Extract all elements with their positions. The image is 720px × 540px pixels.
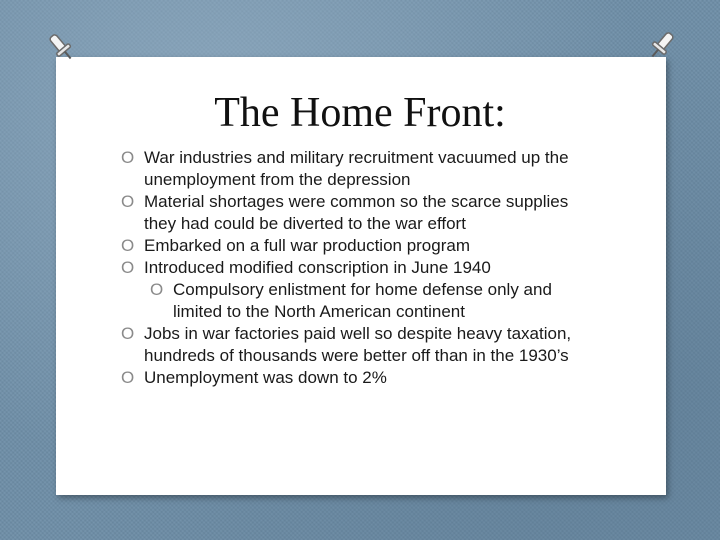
bullet-text: War industries and military recruitment vacuumed up the unemployment from the depression: [144, 148, 569, 189]
slide-title: The Home Front:: [214, 90, 506, 136]
pushpin-icon: [44, 30, 78, 64]
bullet-text: Introduced modified conscription in June 1940: [144, 258, 491, 277]
pushpin-icon: [645, 28, 679, 62]
bullet-marker: O: [150, 280, 164, 299]
bullet-item: [121, 191, 591, 235]
bullet-item: [121, 147, 591, 191]
bullet-list: [121, 147, 591, 389]
bullet-marker: O: [121, 192, 135, 211]
bullet-marker: O: [121, 368, 135, 387]
bullet-marker: O: [121, 258, 135, 277]
bullet-item: [121, 367, 591, 389]
bullet-item: [121, 257, 591, 279]
bullet-marker: O: [121, 148, 135, 167]
bullet-text: Embarked on a full war production program: [144, 236, 470, 255]
bullet-item: [121, 323, 591, 367]
bullet-text: Compulsory enlistment for home defense only and limited to the North American continent: [173, 280, 552, 321]
bullet-text: Jobs in war factories paid well so despite heavy taxation, hundreds of thousands were better off than in the 1930’s: [144, 324, 572, 365]
bullet-item: [121, 235, 591, 257]
bullet-marker: O: [121, 324, 135, 343]
sub-bullet-item: [121, 279, 591, 323]
bullet-text: Material shortages were common so the scarce supplies they had could be diverted to the war effort: [144, 192, 569, 233]
bullet-marker: O: [121, 236, 135, 255]
bullet-text: Unemployment was down to 2%: [144, 368, 387, 387]
